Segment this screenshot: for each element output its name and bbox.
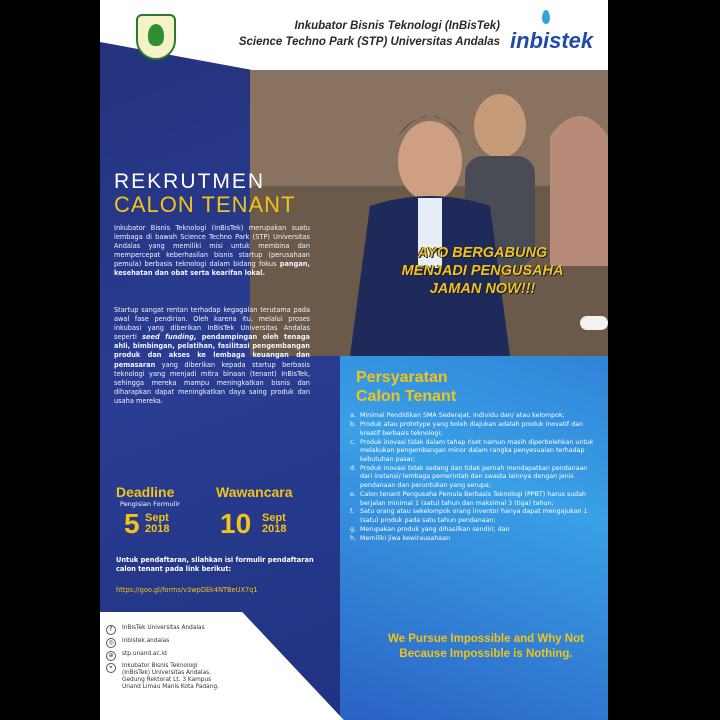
requirements-title: Persyaratan Calon Tenant <box>356 369 457 405</box>
contact-instagram[interactable]: ◎ inbistek.andalas <box>106 638 169 648</box>
facebook-icon: f <box>106 625 116 635</box>
interview-month-year: Sept 2018 <box>262 512 287 535</box>
instagram-icon: ◎ <box>106 638 116 648</box>
globe-icon: ⊕ <box>106 651 116 661</box>
registration-link[interactable]: https://goo.gl/forms/v3wpDEk4NTBeUX7q1 <box>116 586 258 594</box>
title-line1: REKRUTMEN <box>114 170 266 193</box>
deadline-month-year: Sept 2018 <box>145 512 170 535</box>
slogan: We Pursue Impossible and Why Not Because Impossible is Nothing. <box>388 633 584 660</box>
contact-address: ⌖ Inkubator Bisnis Teknologi (InBisTek) Universitas Andalas, Gedung Rektorat Lt. 3 Kampus Unand Limau Manis Kota Padang. <box>106 663 226 691</box>
requirement-item: e. Calon tenant Pengusaha Pemula Berbasis Teknologi (PPBT) harus sudah berjalan minimal 1 (satu) tahun dan maksimal 3 (tiga) tahun; <box>350 491 600 508</box>
inbistek-logo: inbistek <box>510 28 594 53</box>
registration-text: Untuk pendaftaran, silahkan isi formulir pendaftaran calon tenant pada link berikut: <box>116 556 314 573</box>
contact-website[interactable]: ⊕ stp.unand.ac.id <box>106 651 167 661</box>
interview-day: 10 <box>220 508 252 539</box>
title-line2: CALON TENANT <box>114 192 296 217</box>
requirement-item: d. Produk inovasi tidak sedang dan tidak pernah mendapatkan pendanaan dari instansi/ lembaga pemerintah dan swasta lainnya dengan jenis pendanaan dan peruntukan yang serupa; <box>350 465 600 491</box>
requirements-list <box>350 412 600 544</box>
intro-paragraph-1: Inkubator Bisnis Teknologi (InBisTek) merupakan suatu lembaga di bawah Science Techno Park (STP) Universitas Andalas yang memiliki misi untuk membina dan mempercepat keberhasilan bisnis startup (perusahaan pemula) berbasis teknologi dalam bidang fokus pangan, kesehatan dan obat serta kearifan lokal. <box>114 224 310 278</box>
unand-logo <box>136 14 176 60</box>
poster <box>100 0 608 720</box>
requirement-item: b. Produk atau prototype yang boleh diajukan adalah produk inovatif dan kreatif berbasis teknologi; <box>350 421 600 438</box>
requirement-item: a. Minimal Pendidikan SMA Sederajat, individu dan/ atau kelompok; <box>350 412 600 421</box>
contact-facebook[interactable]: f InBisTek Universitas Andalas <box>106 625 205 635</box>
deadline-sub: Pengisian Formulir <box>120 500 180 508</box>
intro-paragraph-2: Startup sangat rentan terhadap kegagalan terutama pada awal fase pendirian. Oleh karena itu, melalui proses inkubasi yang diberikan InBisTek Universitas Andalas seperti seed funding, pendampingan oleh tenaga ahli, bimbingan, pelatihan, fasilitasi pengembangan produk dan akses ke lembaga keuangan dan pemasaran yang diberikan kepada startup berbasis teknologi yang menjadi mitra binaan (tenant) InBisTek, sehingga mereka mampu meningkatkan bisnis dan diharapkan dapat meningkatkan daya saing produk dan usaha mereka. <box>114 306 310 405</box>
inbistek-logo-icon <box>542 10 550 24</box>
requirement-item: h. Memiliki jiwa kewirausahaan <box>350 535 600 544</box>
header-line1: Inkubator Bisnis Teknologi (InBisTek) <box>294 20 500 32</box>
interview-label: Wawancara <box>216 484 293 500</box>
requirement-item: f. Satu orang atau sekelompok orang inventor hanya dapat mengajukan 1 (satu) produk pada satu tahun pendanaan; <box>350 508 600 525</box>
requirement-item: c. Produk inovasi tidak dalam tahap riset namun masih diperbolehkan untuk melakukan pengembangan minor dalam rangka penyesuaian terhadap kebutuhan pasar; <box>350 439 600 465</box>
header-line2: Science Techno Park (STP) Universitas Andalas <box>238 36 500 48</box>
requirement-item: g. Merupakan produk yang dihasilkan sendiri; dan <box>350 526 600 535</box>
location-icon: ⌖ <box>106 663 116 673</box>
tagline: AYO BERGABUNG MENJADI PENGUSAHA JAMAN NOW!!! <box>401 245 564 297</box>
deadline-label: Deadline <box>116 484 175 500</box>
deadline-day: 5 <box>124 508 140 539</box>
